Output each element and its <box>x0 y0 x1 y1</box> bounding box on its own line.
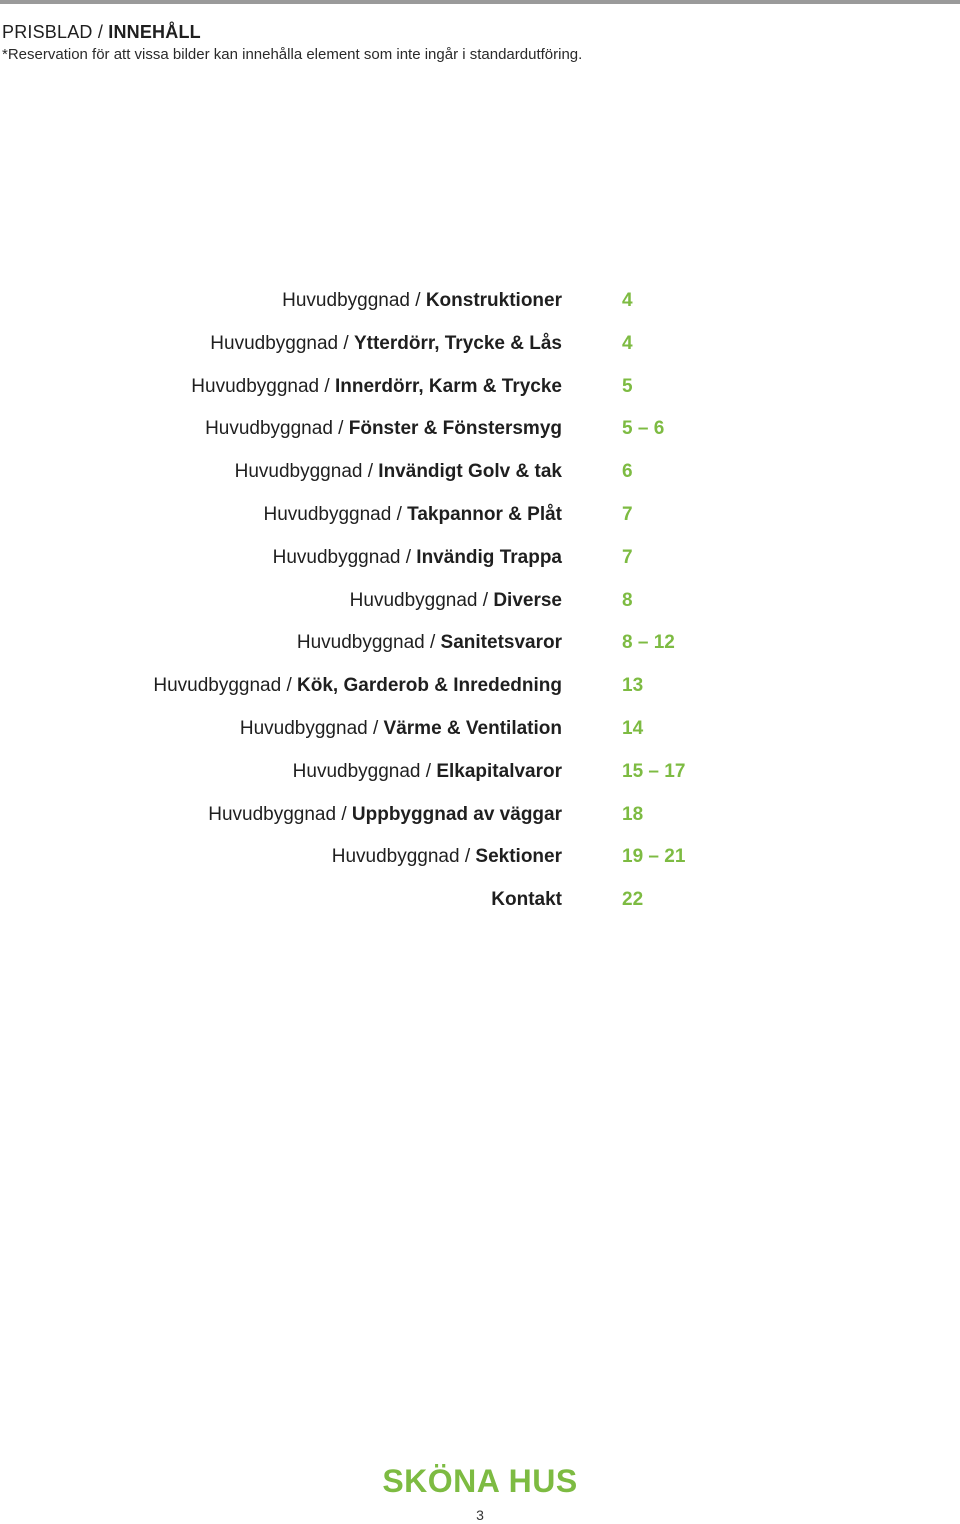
toc-entry-label <box>208 801 562 829</box>
toc-entry[interactable] <box>0 886 960 929</box>
toc-entry-prefix: Huvudbyggnad / <box>296 632 441 654</box>
toc-entry[interactable] <box>0 373 960 416</box>
toc-entry[interactable] <box>0 287 960 330</box>
toc-entry-label <box>191 373 562 401</box>
toc-entry-prefix: Huvudbyggnad / <box>282 290 426 311</box>
toc-entry[interactable] <box>0 801 960 844</box>
toc-entry[interactable] <box>0 330 960 373</box>
toc-entry-pages: 4 <box>622 332 633 354</box>
toc-entry-label <box>235 458 562 486</box>
table-of-contents <box>0 287 960 929</box>
page-title <box>2 20 942 44</box>
toc-entry-pages: 18 <box>622 803 644 825</box>
toc-entry-label <box>273 544 562 572</box>
toc-entry-label <box>332 843 562 871</box>
toc-entry-prefix: Huvudbyggnad / <box>191 375 335 397</box>
toc-entry[interactable] <box>0 501 960 544</box>
toc-entry-label <box>491 886 562 914</box>
toc-entry-pages: 22 <box>622 889 644 911</box>
toc-entry-prefix: Huvudbyggnad / <box>205 418 349 440</box>
title-bold: INNEHÅLL <box>108 22 201 42</box>
brand-logo: SKÖNA HUS <box>382 1463 578 1499</box>
toc-entry-prefix: Huvudbyggnad / <box>153 675 298 697</box>
toc-entry-prefix: Huvudbyggnad / <box>331 846 476 868</box>
toc-entry-label <box>282 287 562 315</box>
toc-entry-title: Fönster & Fönstersmyg <box>348 418 562 440</box>
toc-entry-pages: 5 <box>622 375 633 397</box>
toc-entry-title: Ytterdörr, Trycke & Lås <box>353 332 562 354</box>
toc-entry-title: Uppbyggnad av väggar <box>351 803 562 825</box>
toc-entry-label <box>153 672 562 700</box>
toc-entry-prefix: Huvudbyggnad / <box>234 461 379 483</box>
toc-entry-prefix: Huvudbyggnad / <box>263 503 408 525</box>
toc-entry-pages: 5 – 6 <box>622 418 665 440</box>
toc-entry-label <box>297 629 562 657</box>
toc-entry[interactable] <box>0 587 960 630</box>
toc-entry-title: Invändigt Golv & tak <box>378 461 562 483</box>
toc-entry-label <box>350 587 562 615</box>
toc-entry-title: Sanitetsvaror <box>440 632 562 654</box>
toc-entry-prefix: Huvudbyggnad / <box>239 717 384 739</box>
toc-entry[interactable] <box>0 415 960 458</box>
toc-entry-title: Elkapitalvaror <box>436 760 562 782</box>
toc-entry-prefix: Huvudbyggnad / <box>349 589 494 611</box>
toc-entry-label <box>240 715 562 743</box>
toc-entry-pages: 19 – 21 <box>622 846 686 868</box>
toc-entry[interactable] <box>0 672 960 715</box>
toc-entry-title: Konstruktioner <box>425 290 562 311</box>
toc-entry-label <box>293 758 562 786</box>
toc-entry[interactable] <box>0 629 960 672</box>
toc-entry-title: Innerdörr, Karm & Trycke <box>334 375 562 397</box>
toc-entry-prefix: Huvudbyggnad / <box>272 546 417 568</box>
toc-entry-pages: 15 – 17 <box>622 760 686 782</box>
toc-entry-title: Invändig Trappa <box>416 546 562 568</box>
toc-entry-pages: 7 <box>622 503 633 525</box>
toc-entry-label <box>263 501 562 529</box>
toc-entry-title: Takpannor & Plåt <box>407 503 562 525</box>
toc-entry-pages: 4 <box>622 290 633 311</box>
page-number: 3 <box>476 1507 484 1523</box>
toc-entry-title: Sektioner <box>475 846 562 868</box>
toc-entry[interactable] <box>0 758 960 801</box>
toc-entry-title: Kontakt <box>491 889 562 911</box>
toc-entry-prefix: Huvudbyggnad / <box>210 332 354 354</box>
toc-entry[interactable] <box>0 843 960 886</box>
toc-entry-title: Kök, Garderob & Inrededning <box>297 675 562 697</box>
toc-entry-prefix: Huvudbyggnad / <box>292 760 437 782</box>
toc-entry-label <box>205 415 562 443</box>
toc-entry-label <box>210 330 562 358</box>
toc-entry-pages: 6 <box>622 461 633 483</box>
toc-entry-pages: 8 <box>622 589 633 611</box>
toc-entry-pages: 14 <box>622 717 644 739</box>
toc-entry-prefix: Huvudbyggnad / <box>208 803 352 825</box>
toc-entry-title: Värme & Ventilation <box>383 717 562 739</box>
toc-entry-pages: 13 <box>622 675 644 697</box>
toc-entry[interactable] <box>0 458 960 501</box>
toc-entry-pages: 7 <box>622 546 633 568</box>
toc-entry[interactable] <box>0 544 960 587</box>
page-header <box>2 20 942 65</box>
toc-entry-pages: 8 – 12 <box>622 632 675 654</box>
toc-entry-title: Diverse <box>493 589 562 611</box>
title-light: PRISBLAD / <box>2 22 109 42</box>
disclaimer-note: *Reservation för att vissa bilder kan innehålla element som inte ingår i standardutföring. <box>2 46 583 63</box>
toc-entry[interactable] <box>0 715 960 758</box>
top-rule <box>0 0 960 4</box>
